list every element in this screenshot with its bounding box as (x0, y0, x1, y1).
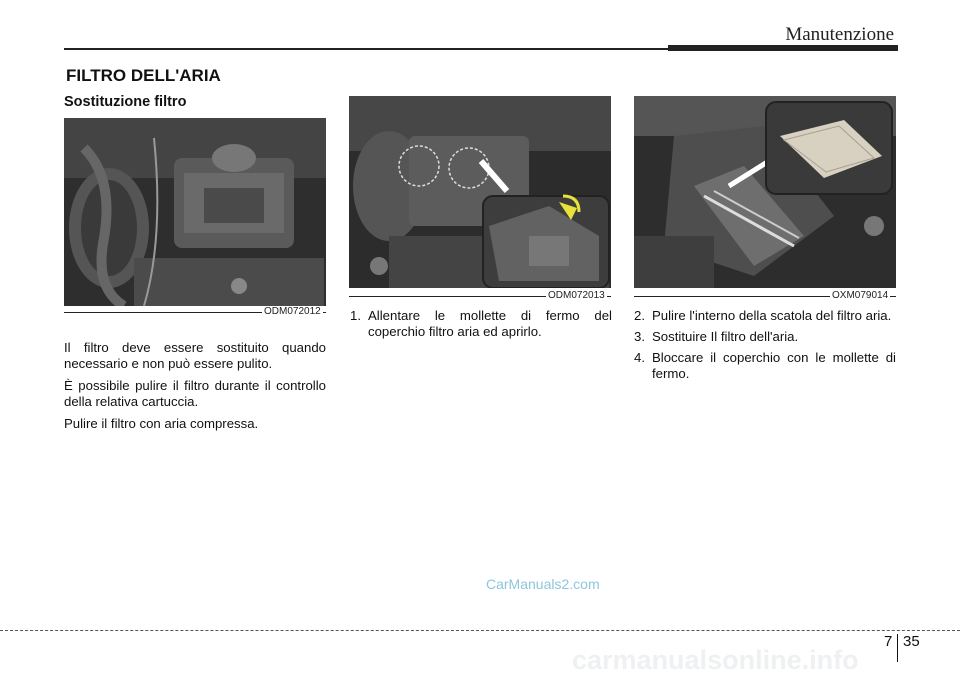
paragraph: Pulire il filtro con aria compressa. (64, 416, 259, 431)
header-rule-accent (668, 45, 898, 51)
header-rule (64, 48, 668, 50)
figure-engine-bay-photo (64, 118, 326, 306)
figure-filter-photo (634, 96, 896, 288)
chapter-number: 7 (884, 633, 893, 650)
section-title: FILTRO DELL'ARIA (66, 66, 221, 85)
column-3-steps (634, 308, 896, 387)
step-item (634, 329, 896, 345)
step-item (634, 308, 896, 324)
step-number: 4. (634, 350, 645, 365)
step-item (350, 308, 612, 340)
step-text: Sostituire Il filtro dell'aria. (652, 329, 799, 344)
watermark-link[interactable]: CarManuals2.com (486, 576, 600, 592)
step-number: 3. (634, 329, 645, 344)
step-text: Allentare le mollette di fermo del coperchio filtro aria ed aprirlo. (368, 308, 612, 339)
figure-clips-photo (349, 96, 611, 288)
column-1-text (64, 340, 326, 438)
paragraph: Il filtro deve essere sostituito quando necessario e non può essere pulito. (64, 340, 326, 371)
footer-watermark-logo: carmanualsonline.info (572, 645, 859, 675)
paragraph: È possibile pulire il filtro durante il controllo della relativa cartuccia. (64, 378, 326, 409)
footer-rule (0, 630, 960, 631)
figure-code: ODM072012 (264, 306, 321, 317)
step-number: 2. (634, 308, 645, 323)
figure-code: OXM079014 (832, 290, 889, 301)
step-number: 1. (350, 308, 361, 323)
step-text: Bloccare il coperchio con le mollette di fermo. (652, 350, 896, 381)
chapter-title: Manutenzione (785, 24, 894, 45)
column-2-steps (350, 308, 612, 345)
step-item (634, 350, 896, 382)
section-subtitle: Sostituzione filtro (64, 94, 187, 110)
page-number: 35 (903, 633, 920, 650)
page-separator (897, 634, 898, 662)
figure-code: ODM072013 (548, 290, 605, 301)
step-text: Pulire l'interno della scatola del filtro aria. (652, 308, 892, 323)
